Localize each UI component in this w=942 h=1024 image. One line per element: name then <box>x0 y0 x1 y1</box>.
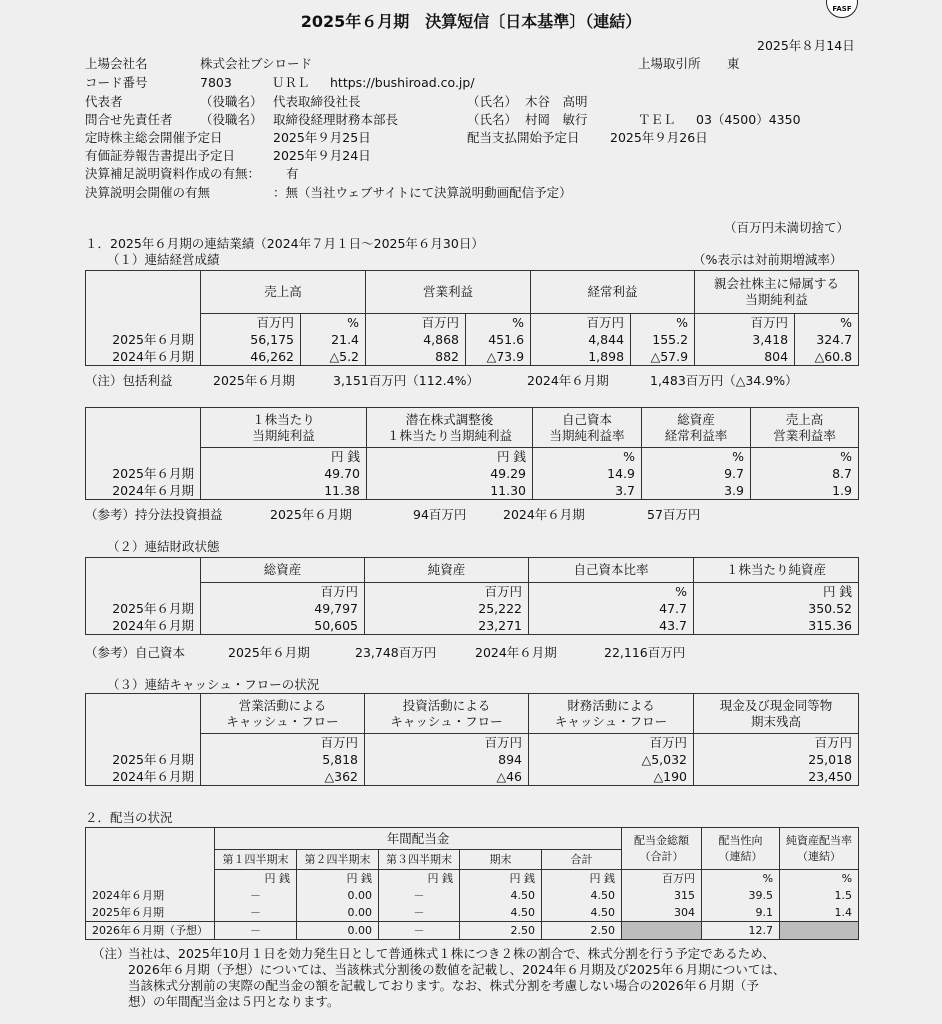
corner-cell <box>86 271 201 314</box>
dividend-note-line: 2026年６月期（予想）については、当該株式分割後の数値を記載し、2024年６月期及び2025年６月期については、 <box>128 962 786 977</box>
unit-cell: 百万円 <box>201 583 365 601</box>
value-cell: 56,175 <box>201 331 301 348</box>
section1-sub3: （３）連結キャッシュ・フローの状況 <box>107 677 320 692</box>
operating-results-table <box>85 270 859 366</box>
equity-method-period: 2025年６月期 <box>270 507 352 522</box>
unit-cell: % <box>631 314 695 332</box>
header-roe: 自己資本 当期純利益率 <box>533 408 642 448</box>
value-cell: 9.7 <box>642 465 751 482</box>
value-cell <box>622 922 702 940</box>
header-ordinary-income: 経常利益 <box>531 271 695 314</box>
equity-method-label: （参考）持分法投資損益 <box>85 507 223 522</box>
value-cell: 304 <box>622 904 702 922</box>
row-label-blank <box>86 448 201 466</box>
dividend-start-label: 配当支払開始予定日 <box>467 130 580 145</box>
value-cell: 12.7 <box>702 922 780 940</box>
header-q3: 第３四半期末 <box>379 850 460 870</box>
equity-method-value: 94百万円 <box>413 507 467 522</box>
company-name: 株式会社ブシロード <box>200 56 313 71</box>
value-cell: 4.50 <box>460 904 542 922</box>
section1-sub2: （２）連結財政状態 <box>107 539 220 554</box>
unit-cell: 百万円 <box>366 314 466 332</box>
section1-sub1: （１）連結経営成績 <box>107 252 220 267</box>
unit-cell: 円 銭 <box>367 448 533 466</box>
tel-label: ＴＥＬ <box>638 112 676 127</box>
header-bps: １株当たり純資産 <box>694 558 859 583</box>
row-label-blank <box>86 583 201 601</box>
tel-value: 03（4500）4350 <box>696 112 801 127</box>
securities-report-date: 2025年９月24日 <box>273 148 371 163</box>
value-cell: 49,797 <box>201 600 365 617</box>
per-share-table <box>85 407 859 500</box>
value-cell: － <box>215 922 297 940</box>
header-financing-cf: 財務活動による キャッシュ・フロー <box>529 694 694 734</box>
report-date: 2025年８月14日 <box>757 38 855 53</box>
corner-cell <box>86 558 201 583</box>
securities-report-label: 有価証券報告書提出予定日 <box>85 148 236 163</box>
row-label: 2025年６月期 <box>86 904 215 922</box>
dividend-note-label: （注） <box>92 946 130 961</box>
value-cell: 0.00 <box>297 904 379 922</box>
unit-cell: 円 銭 <box>215 870 297 888</box>
supplementary-value: 有 <box>286 166 299 181</box>
table-row <box>86 482 859 500</box>
value-cell: 324.7 <box>795 331 859 348</box>
representative-name: 木谷 高明 <box>525 94 588 109</box>
value-cell: 11.30 <box>367 482 533 500</box>
header-doe: 純資産配当率 （連結） <box>780 828 859 870</box>
header-roa: 総資産 経常利益率 <box>642 408 751 448</box>
value-cell: 4.50 <box>460 887 542 904</box>
rounding-note: （百万円未満切捨て） <box>724 220 850 235</box>
unit-cell: % <box>466 314 531 332</box>
unit-cell: % <box>702 870 780 888</box>
header-sales: 売上高 <box>201 271 366 314</box>
own-capital-value: 23,748百万円 <box>355 645 437 660</box>
unit-cell: 百万円 <box>531 314 631 332</box>
header-total: 合計 <box>542 850 622 870</box>
comprehensive-income-value: 3,151百万円（112.4%） <box>333 373 479 388</box>
value-cell: △60.8 <box>795 348 859 366</box>
table-row <box>86 751 859 768</box>
unit-cell: 円 銭 <box>379 870 460 888</box>
value-cell: 4.50 <box>542 904 622 922</box>
value-cell: 2.50 <box>542 922 622 940</box>
unit-cell: % <box>533 448 642 466</box>
row-label: 2025年６月期 <box>86 331 201 348</box>
cash-flow-table <box>85 693 859 786</box>
unit-cell: 百万円 <box>201 314 301 332</box>
row-label-blank <box>86 870 215 888</box>
value-cell: 23,450 <box>694 768 859 786</box>
row-label: 2024年６月期 <box>86 768 201 786</box>
code-label: コード番号 <box>85 75 148 90</box>
own-capital-period: 2025年６月期 <box>228 645 310 660</box>
unit-cell: 円 銭 <box>297 870 379 888</box>
exchange-label: 上場取引所 <box>638 56 701 71</box>
value-cell: － <box>379 904 460 922</box>
value-cell: 1.9 <box>751 482 859 500</box>
value-cell: 39.5 <box>702 887 780 904</box>
value-cell: 882 <box>366 348 466 366</box>
header-payout-ratio: 配当性向 （連結） <box>702 828 780 870</box>
header-net-income: 親会社株主に帰属する 当期純利益 <box>695 271 859 314</box>
unit-cell: 百万円 <box>365 734 529 752</box>
comprehensive-income-label: （注）包括利益 <box>85 373 173 388</box>
value-cell: 1.4 <box>780 904 859 922</box>
url-label: ＵＲＬ <box>272 75 310 90</box>
value-cell: 43.7 <box>529 617 694 635</box>
page-title: 2025年６月期 決算短信〔日本基準〕（連結） <box>300 12 642 31</box>
fasf-logo-text: FASF <box>832 5 852 13</box>
unit-cell: % <box>780 870 859 888</box>
unit-cell: % <box>529 583 694 601</box>
header-annual-dividend: 年間配当金 <box>215 828 622 850</box>
value-cell: 315 <box>622 887 702 904</box>
unit-cell: % <box>751 448 859 466</box>
dividend-note-line: 想）の年間配当金は５円となります。 <box>128 994 340 1009</box>
value-cell: △57.9 <box>631 348 695 366</box>
unit-cell: 百万円 <box>529 734 694 752</box>
unit-cell: % <box>642 448 751 466</box>
code-value: 7803 <box>200 75 232 90</box>
unit-cell: % <box>301 314 366 332</box>
table-row <box>86 887 859 904</box>
table-row <box>86 348 859 366</box>
value-cell: － <box>379 887 460 904</box>
header-operating-margin: 売上高 営業利益率 <box>751 408 859 448</box>
own-capital-value: 22,116百万円 <box>604 645 686 660</box>
value-cell: 3.7 <box>533 482 642 500</box>
header-year-end: 期末 <box>460 850 542 870</box>
header-investing-cf: 投資活動による キャッシュ・フロー <box>365 694 529 734</box>
row-label: 2024年６月期 <box>86 887 215 904</box>
dividend-note-line: 当該株式分割前の実際の配当金の額を記載しております。なお、株式分割を考慮しない場合の2026年６月期（予 <box>128 978 759 993</box>
contact-label: 問合せ先責任者 <box>85 112 173 127</box>
row-label: 2025年６月期 <box>86 465 201 482</box>
representative-label: 代表者 <box>85 94 123 109</box>
value-cell: 8.7 <box>751 465 859 482</box>
value-cell: 49.29 <box>367 465 533 482</box>
comprehensive-income-period: 2025年６月期 <box>213 373 295 388</box>
row-label: 2026年６月期（予想） <box>86 922 215 940</box>
supplementary-label: 決算補足説明資料作成の有無： <box>85 166 261 181</box>
percent-note: （%表示は対前期増減率） <box>693 252 843 267</box>
representative-role: 代表取締役社長 <box>273 94 361 109</box>
unit-cell: % <box>795 314 859 332</box>
table-row <box>86 465 859 482</box>
value-cell: 4,868 <box>366 331 466 348</box>
value-cell: 50,605 <box>201 617 365 635</box>
row-label: 2024年６月期 <box>86 482 201 500</box>
value-cell: △73.9 <box>466 348 531 366</box>
value-cell: 14.9 <box>533 465 642 482</box>
unit-cell: 円 銭 <box>542 870 622 888</box>
value-cell: 9.1 <box>702 904 780 922</box>
header-diluted-eps: 潜在株式調整後 １株当たり当期純利益 <box>367 408 533 448</box>
briefing-label: 決算説明会開催の有無 <box>85 185 211 200</box>
value-cell: 46,262 <box>201 348 301 366</box>
financial-position-table <box>85 557 859 635</box>
corner-cell <box>86 408 201 448</box>
table-row <box>86 600 859 617</box>
value-cell: 804 <box>695 348 795 366</box>
value-cell: － <box>215 904 297 922</box>
row-label-blank <box>86 314 201 332</box>
unit-cell: 百万円 <box>694 734 859 752</box>
header-cash-balance: 現金及び現金同等物 期末残高 <box>694 694 859 734</box>
dividend-table <box>85 827 859 940</box>
unit-cell: 円 銭 <box>201 448 367 466</box>
header-net-assets: 純資産 <box>365 558 529 583</box>
row-label: 2025年６月期 <box>86 600 201 617</box>
header-q1: 第１四半期末 <box>215 850 297 870</box>
exchange-value: 東 <box>727 56 740 71</box>
own-capital-period: 2024年６月期 <box>475 645 557 660</box>
value-cell: 5,818 <box>201 751 365 768</box>
briefing-value: ：無（当社ウェブサイトにて決算説明動画配信予定） <box>273 185 572 200</box>
value-cell: 25,018 <box>694 751 859 768</box>
value-cell: △46 <box>365 768 529 786</box>
header-q2: 第２四半期末 <box>297 850 379 870</box>
role-label: （役職名） <box>200 112 263 127</box>
row-label: 2025年６月期 <box>86 751 201 768</box>
value-cell: － <box>215 887 297 904</box>
header-eps: １株当たり 当期純利益 <box>201 408 367 448</box>
value-cell: 894 <box>365 751 529 768</box>
equity-method-period: 2024年６月期 <box>503 507 585 522</box>
value-cell: 3.9 <box>642 482 751 500</box>
company-label: 上場会社名 <box>85 56 148 71</box>
table-row <box>86 904 859 922</box>
unit-cell: 百万円 <box>695 314 795 332</box>
value-cell: 1.5 <box>780 887 859 904</box>
header-operating-income: 営業利益 <box>366 271 531 314</box>
section2-heading: ２．配当の状況 <box>85 810 173 825</box>
name-label: （氏名） <box>467 94 518 109</box>
name-label: （氏名） <box>467 112 518 127</box>
value-cell: 350.52 <box>694 600 859 617</box>
value-cell: △5.2 <box>301 348 366 366</box>
corner-cell <box>86 828 215 870</box>
value-cell: 2.50 <box>460 922 542 940</box>
header-total-assets: 総資産 <box>201 558 365 583</box>
contact-name: 村岡 敏行 <box>525 112 588 127</box>
comprehensive-income-period: 2024年６月期 <box>527 373 609 388</box>
value-cell: 4,844 <box>531 331 631 348</box>
header-equity-ratio: 自己資本比率 <box>529 558 694 583</box>
row-label: 2024年６月期 <box>86 617 201 635</box>
dividend-start-date: 2025年９月26日 <box>610 130 708 145</box>
comprehensive-income-value: 1,483百万円（△34.9%） <box>650 373 798 388</box>
value-cell: 49.70 <box>201 465 367 482</box>
role-label: （役職名） <box>200 94 263 109</box>
value-cell: 0.00 <box>297 887 379 904</box>
unit-cell: 百万円 <box>365 583 529 601</box>
agm-date: 2025年９月25日 <box>273 130 371 145</box>
equity-method-value: 57百万円 <box>647 507 701 522</box>
corner-cell <box>86 694 201 734</box>
unit-cell: 円 銭 <box>694 583 859 601</box>
dividend-note-line: 当社は、2025年10月１日を効力発生日として普通株式１株につき２株の割合で、株式分割を行う予定であるため、 <box>128 946 775 961</box>
value-cell: 4.50 <box>542 887 622 904</box>
value-cell: 155.2 <box>631 331 695 348</box>
header-total-dividend: 配当金総額 （合計） <box>622 828 702 870</box>
value-cell <box>780 922 859 940</box>
url-link[interactable]: https://bushiroad.co.jp/ <box>330 75 475 90</box>
section1-heading: １．2025年６月期の連結業績（2024年７月１日～2025年６月30日） <box>85 236 484 251</box>
row-label-blank <box>86 734 201 752</box>
value-cell: 451.6 <box>466 331 531 348</box>
value-cell: 21.4 <box>301 331 366 348</box>
value-cell: 1,898 <box>531 348 631 366</box>
unit-cell: 百万円 <box>201 734 365 752</box>
value-cell: △5,032 <box>529 751 694 768</box>
value-cell: 0.00 <box>297 922 379 940</box>
row-label: 2024年６月期 <box>86 348 201 366</box>
contact-role: 取締役経理財務本部長 <box>273 112 399 127</box>
value-cell: 3,418 <box>695 331 795 348</box>
value-cell: 315.36 <box>694 617 859 635</box>
value-cell: △362 <box>201 768 365 786</box>
unit-cell: 百万円 <box>622 870 702 888</box>
value-cell: △190 <box>529 768 694 786</box>
table-row <box>86 922 859 940</box>
value-cell: 11.38 <box>201 482 367 500</box>
value-cell: 47.7 <box>529 600 694 617</box>
value-cell: － <box>379 922 460 940</box>
table-row <box>86 768 859 786</box>
own-capital-label: （参考）自己資本 <box>85 645 186 660</box>
table-row <box>86 617 859 635</box>
value-cell: 23,271 <box>365 617 529 635</box>
unit-cell: 円 銭 <box>460 870 542 888</box>
value-cell: 25,222 <box>365 600 529 617</box>
agm-label: 定時株主総会開催予定日 <box>85 130 223 145</box>
table-row <box>86 331 859 348</box>
header-operating-cf: 営業活動による キャッシュ・フロー <box>201 694 365 734</box>
